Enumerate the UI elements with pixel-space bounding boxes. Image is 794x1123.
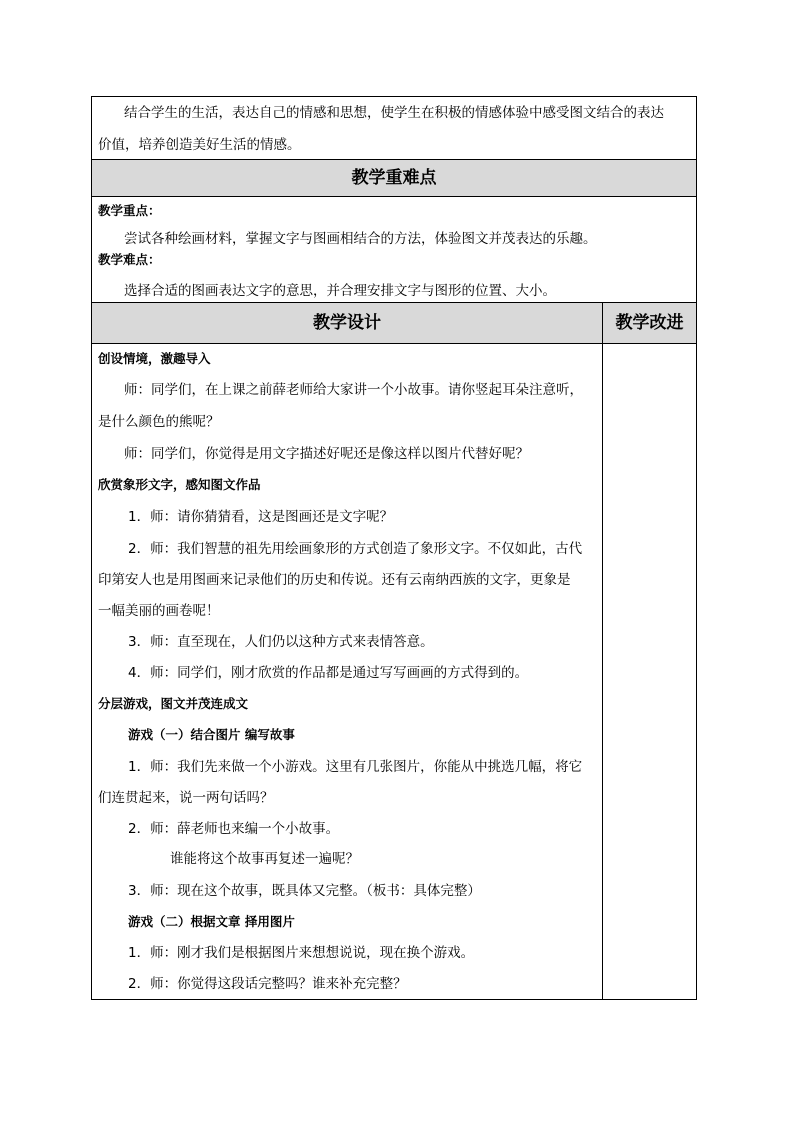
list-item: 1．师：我们先来做一个小游戏。这里有几张图片，你能从中挑选几幅，将它 [128,759,583,775]
list-item: 印第安人也是用图画来记录他们的历史和传说。还有云南纳西族的文字，更象是 [98,572,571,588]
list-item: 1．师：请你猜猜看，这是图画还是文字呢？ [128,509,394,525]
goal-line-1: 结合学生的生活，表达自己的情感和思想，使学生在积极的情感体验中感受图文结合的表达 [124,105,664,121]
list-item: 4．师：同学们，刚才欣赏的作品都是通过写写画画的方式得到的。 [128,665,529,681]
list-item: 们连贯起来，说一两句话吗？ [98,790,274,806]
difficulty-text: 选择合适的图画表达文字的意思，并合理安排文字与图形的位置、大小。 [124,283,556,299]
design-header-row [92,303,696,343]
focus-text: 尝试各种绘画材料，掌握文字与图画相结合的方法，体验图文并茂表达的乐趣。 [124,231,597,247]
goal-line-2: 价值，培养创造美好生活的情感。 [98,137,301,153]
paragraph: 是什么颜色的熊呢？ [98,414,220,430]
list-item: 1．师：刚才我们是根据图片来想想说说，现在换个游戏。 [128,945,475,961]
divider [92,343,696,344]
divider [92,196,696,197]
column-divider [602,303,603,999]
list-item: 2．师：你觉得这段话完整吗？谁来补充完整？ [128,976,407,992]
keypoints-header: 教学重难点 [351,168,437,188]
improvement-header: 教学改进 [615,313,684,333]
focus-label: 教学重点： [98,203,161,218]
list-item: 一幅美丽的画卷呢！ [98,603,220,619]
difficulty-label: 教学难点： [98,252,161,267]
game-2-title: 游戏（二）根据文章 择用图片 [128,914,295,929]
list-item: 谁能将这个故事再复述一遍呢？ [170,851,359,867]
list-item: 3．师：直至现在，人们仍以这种方式来表情答意。 [128,634,434,650]
section-2-title: 欣赏象形文字，感知图文作品 [98,477,261,492]
list-item: 2．师：薛老师也来编一个小故事。 [128,821,340,837]
section-3-title: 分层游戏，图文并茂连成文 [98,696,249,711]
paragraph: 师：同学们，你觉得是用文字描述好呢还是像这样以图片代替好呢？ [124,446,529,462]
section-1-title: 创设情境，激趣导入 [98,351,211,366]
list-item: 3．师：现在这个故事，既具体又完整。（板书：具体完整） [128,883,481,899]
design-header: 教学设计 [313,313,381,333]
list-item: 2．师：我们智慧的祖先用绘画象形的方式创造了象形文字。不仅如此，古代 [128,541,583,557]
lesson-plan-table [91,96,697,1000]
paragraph: 师：同学们，在上课之前薛老师给大家讲一个小故事。请你竖起耳朵注意听， [124,382,583,398]
game-1-title: 游戏（一）结合图片 编写故事 [128,727,295,742]
keypoints-header-row [92,160,696,196]
